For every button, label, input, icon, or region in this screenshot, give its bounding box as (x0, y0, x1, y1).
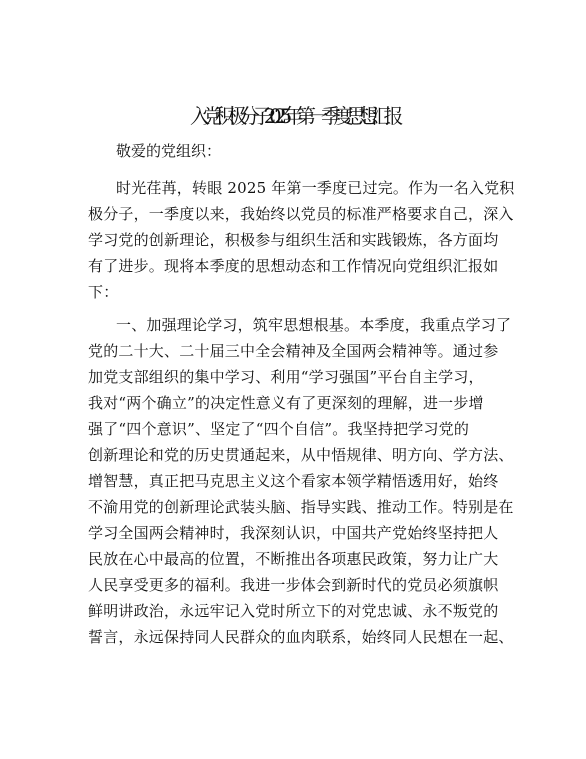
paragraph-2-line-9: 学习全国两会精神时，我深刻认识，中国共产党始终坚持把人 (88, 524, 499, 542)
paragraph-2-line-10: 民放在心中最高的位置，不断推出各项惠民政策，努力让广大 (88, 550, 499, 568)
paragraph-2-line-7: 增智慧，真正把马克思主义这个看家本领学精悟透用好，始终 (88, 472, 499, 490)
paragraph-2-line-13: 誓言，永远保持同人民群众的血肉联系，始终同人民想在一起、 (88, 628, 514, 646)
paragraph-1-line-1: 时光荏苒，转眼 2025 年第一季度已过完。作为一名入党积 (116, 179, 515, 197)
paragraph-2-line-2: 党的二十大、二十届三中全会精神及全国两会精神等。通过参 (88, 342, 499, 360)
paragraph-2-line-5: 强了“四个意识”、坚定了“四个自信”。我坚持把学习党的 (88, 420, 470, 438)
document-title: 入党积极分子 2025 年第一季度思想汇报 (189, 104, 397, 128)
paragraph-2-line-12: 鲜明讲政治，永远牢记入党时所立下的对党忠诚、永不叛党的 (88, 602, 499, 620)
paragraph-1-line-5: 下： (88, 283, 119, 301)
paragraph-1-line-2: 极分子，一季度以来，我始终以党员的标准严格要求自己，深入 (88, 205, 514, 223)
salutation: 敬爱的党组织： (116, 142, 222, 160)
paragraph-2-line-6: 创新理论和党的历史贯通起来，从中悟规律、明方向、学方法、 (88, 446, 514, 464)
paragraph-1-line-3: 学习党的创新理论，积极参与组织生活和实践锻炼，各方面均 (88, 231, 499, 249)
paragraph-2-line-11: 人民享受更多的福利。我进一步体会到新时代的党员必须旗帜 (88, 576, 499, 594)
paragraph-2-line-4: 我对“两个确立”的决定性意义有了更深刻的理解，进一步增 (88, 394, 484, 412)
paragraph-2-line-8: 不渝用党的创新理论武装头脑、指导实践、推动工作。特别是在 (88, 498, 514, 516)
paragraph-1-line-4: 有了进步。现将本季度的思想动态和工作情况向党组织汇报如 (88, 257, 499, 275)
paragraph-2-line-1: 一、加强理论学习，筑牢思想根基。本季度，我重点学习了 (116, 316, 512, 334)
paragraph-2-line-3: 加党支部组织的集中学习、利用“学习强国”平台自主学习， (88, 368, 484, 386)
